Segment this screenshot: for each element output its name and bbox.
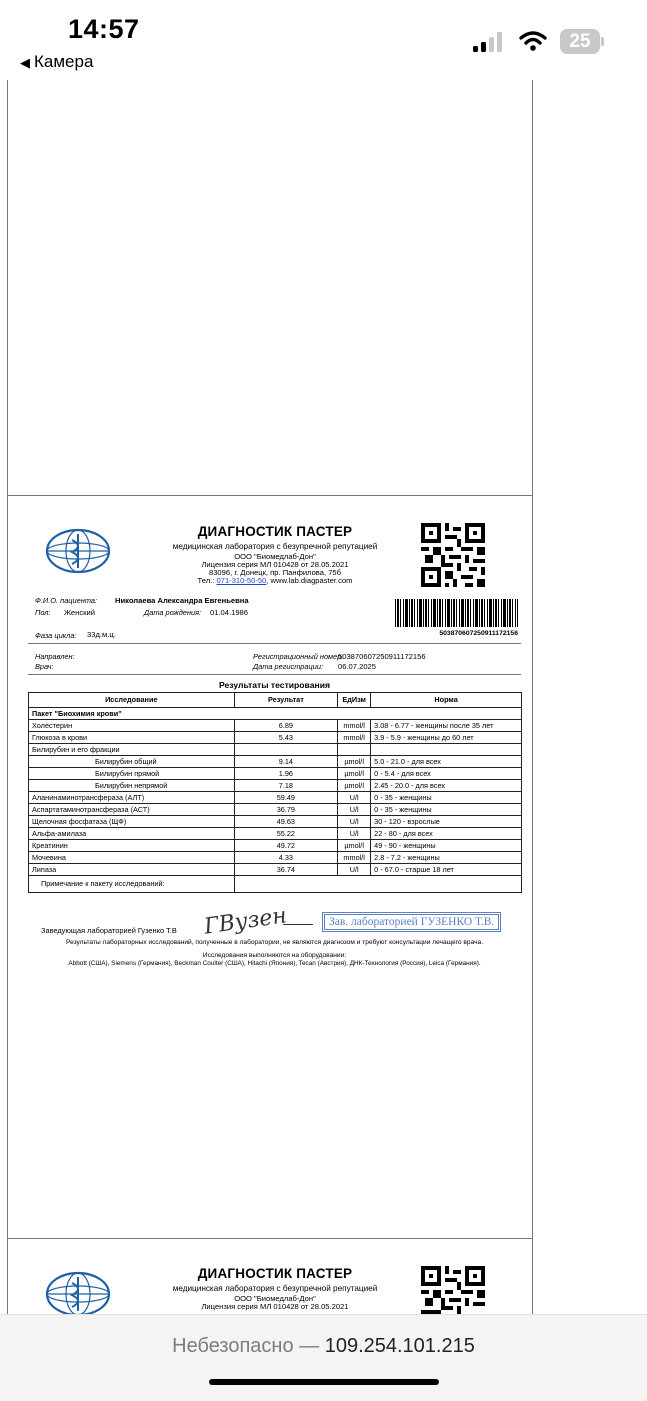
patient-name: Николаева Александра Евгеньевна	[115, 596, 249, 605]
lab-stamp: Зав. лабораторией ГУЗЕНКО Т.В.	[324, 914, 499, 930]
qr-code	[421, 523, 485, 587]
lab-title: ДИАГНОСТИК ПАСТЕР	[197, 524, 353, 539]
reg-date: 06.07.2025	[338, 662, 377, 671]
browser-address-bar[interactable]	[0, 1314, 647, 1401]
test-norm: 30 - 120 - взрослые	[371, 816, 522, 828]
note-value	[234, 876, 521, 893]
table-row	[29, 744, 522, 756]
test-name: Билирубин прямой	[29, 768, 235, 780]
test-result: 6.89	[234, 720, 338, 732]
test-name: Билирубин непрямой	[29, 780, 235, 792]
header-unit: ЕдИзм	[338, 693, 371, 708]
test-norm: 2.45 - 20.0 - для всех	[371, 780, 522, 792]
table-row	[29, 804, 522, 816]
test-unit: U/l	[338, 816, 371, 828]
battery-cap	[601, 37, 604, 46]
reg-date-label: Дата регистрации:	[253, 662, 324, 671]
note-label: Примечание к пакету исследований:	[29, 876, 235, 893]
test-unit: µmol/l	[338, 756, 371, 768]
url-host: 109.254.101.215	[324, 1335, 475, 1357]
barcode-number: 503870607250911172156	[439, 630, 518, 637]
sex-label: Пол:	[35, 608, 51, 617]
phone-link[interactable]: 071-310-50-50	[216, 576, 267, 585]
lab-logo-icon	[45, 528, 111, 574]
test-name: Креатинин	[29, 840, 235, 852]
signature-stroke	[283, 924, 313, 925]
test-name: Холестерин	[29, 720, 235, 732]
test-name: Мочевина	[29, 852, 235, 864]
test-result: 1.96	[234, 768, 338, 780]
test-result: 59.49	[234, 792, 338, 804]
document-page-report	[7, 496, 533, 1238]
test-norm: 3.9 - 5.9 - женщины до 60 лет	[371, 732, 522, 744]
test-unit: U/l	[338, 792, 371, 804]
head-of-lab-label: Заведующая лабораторией Гузенко Т.В	[41, 926, 177, 935]
separator	[28, 643, 521, 644]
phase-label: Фаза цикла:	[35, 631, 77, 640]
table-row	[29, 768, 522, 780]
test-norm: 0 - 67.0 - старше 18 лет	[371, 864, 522, 876]
home-indicator[interactable]	[209, 1379, 439, 1385]
test-norm	[371, 744, 522, 756]
table-row	[29, 756, 522, 768]
table-header-row	[29, 693, 522, 708]
patient-sex: Женский	[64, 608, 95, 617]
patient-phase: 33д.м.ц.	[87, 630, 116, 639]
wifi-icon	[519, 30, 547, 52]
test-result: 9.14	[234, 756, 338, 768]
status-time: 14:57	[68, 14, 140, 44]
header-result: Результат	[234, 693, 338, 708]
test-unit: mmol/l	[338, 720, 371, 732]
test-norm: 0 - 5.4 - для всех	[371, 768, 522, 780]
test-name: Билирубин и его фракции	[29, 744, 235, 756]
table-row	[29, 816, 522, 828]
test-unit: µmol/l	[338, 780, 371, 792]
test-result: 36.74	[234, 864, 338, 876]
document-page-previous	[7, 80, 533, 495]
insecure-label: Небезопасно —	[172, 1335, 325, 1357]
lab-logo-icon	[45, 1271, 111, 1317]
test-unit: mmol/l	[338, 852, 371, 864]
back-label: Камера	[34, 52, 94, 71]
test-unit: U/l	[338, 804, 371, 816]
test-name: Липаза	[29, 864, 235, 876]
test-norm: 2.8 - 7.2 - женщины	[371, 852, 522, 864]
test-result: 36.79	[234, 804, 338, 816]
equipment-title: Исследования выполняются на оборудовании:	[202, 952, 347, 959]
test-name: Альфа-амилаза	[29, 828, 235, 840]
doctor-label: Врач:	[35, 662, 54, 671]
equipment-list: Abbott (США), Siemens (Германия), Beckman Coulter (США), Hitachi (Япония), Tecan (Австрия), ДНК-Технология (Россия), Leica (Германия).	[68, 960, 481, 967]
test-result	[234, 744, 338, 756]
dob-label: Дата рождения:	[144, 608, 202, 617]
lab-org: ООО "Биомедлаб-Дон"	[234, 1294, 316, 1303]
reg-number-label: Регистрационный номер:	[253, 652, 344, 661]
header-test: Исследование	[29, 693, 235, 708]
table-row	[29, 864, 522, 876]
header-norm: Норма	[371, 693, 522, 708]
signature-image: ГВузен	[202, 903, 289, 940]
test-norm: 22 - 80 - для всех	[371, 828, 522, 840]
patient-dob: 01.04.1986	[210, 608, 249, 617]
test-unit: U/l	[338, 828, 371, 840]
table-row	[29, 828, 522, 840]
test-name: Аланинаминотрансфераза (АЛТ)	[29, 792, 235, 804]
test-name: Аспартатаминотрансфераза (АСТ)	[29, 804, 235, 816]
table-row	[29, 852, 522, 864]
lab-title: ДИАГНОСТИК ПАСТЕР	[197, 1266, 353, 1281]
test-result: 49.72	[234, 840, 338, 852]
lab-org: ООО "Биомедлаб-Дон"	[234, 552, 316, 561]
directed-label: Направлен:	[35, 652, 75, 661]
lab-address: 83096, г. Донецк, пр. Панфилова, 75б	[208, 568, 341, 577]
fio-label: Ф.И.О. пациента:	[35, 596, 98, 605]
table-row	[29, 840, 522, 852]
lab-subtitle: медицинская лаборатория с безупречной репутацией	[172, 1284, 378, 1293]
test-unit: µmol/l	[338, 840, 371, 852]
test-name: Билирубин общий	[29, 756, 235, 768]
table-row	[29, 732, 522, 744]
table-row	[29, 780, 522, 792]
test-name: Глюкоза в крови	[29, 732, 235, 744]
test-result: 55.22	[234, 828, 338, 840]
cellular-signal-icon	[473, 32, 507, 52]
separator	[28, 674, 521, 675]
back-arrow-icon: ◀	[20, 55, 30, 70]
lab-contacts: Тел.: 071-310-50-50, www.lab.diagpaster.com	[197, 576, 353, 585]
note-row	[29, 876, 522, 893]
reg-number: 503870607250911172156	[338, 652, 426, 661]
qr-code	[421, 1266, 485, 1316]
lab-subtitle: медицинская лаборатория с безупречной репутацией	[172, 542, 378, 551]
document-page-next	[7, 1239, 533, 1319]
test-norm: 5.0 - 21.0 - для всех	[371, 756, 522, 768]
test-norm: 49 - 90 - женщины	[371, 840, 522, 852]
test-result: 5.43	[234, 732, 338, 744]
battery-icon: 25	[560, 29, 600, 54]
results-table	[28, 692, 522, 893]
test-unit: µmol/l	[338, 768, 371, 780]
test-norm: 3.08 - 6.77 - женщины после 35 лет	[371, 720, 522, 732]
test-result: 7.18	[234, 780, 338, 792]
test-norm: 0 - 35 - женщины	[371, 804, 522, 816]
package-name: Пакет "Биохимия крови"	[29, 708, 522, 720]
url-display[interactable]	[0, 1335, 647, 1358]
test-result: 4.33	[234, 852, 338, 864]
lab-license: Лицензия серия МЛ 010428 от 28.05.2021	[201, 1302, 349, 1311]
test-unit: mmol/l	[338, 732, 371, 744]
barcode	[395, 599, 518, 627]
test-norm: 0 - 35 - женщины	[371, 792, 522, 804]
package-row	[29, 708, 522, 720]
back-to-camera-button[interactable]	[20, 52, 93, 72]
test-unit	[338, 744, 371, 756]
disclaimer: Результаты лабораторных исследований, полученные в лаборатории, не являются диагнозом и требуют консультации лечащего врача.	[65, 939, 484, 946]
table-row	[29, 792, 522, 804]
table-row	[29, 720, 522, 732]
test-name: Щелочная фосфатаза (ЩФ)	[29, 816, 235, 828]
results-title: Результаты тестирования	[218, 680, 330, 690]
test-result: 49.63	[234, 816, 338, 828]
lab-license: Лицензия серия МЛ 010428 от 28.05.2021	[201, 560, 349, 569]
test-unit: U/l	[338, 864, 371, 876]
